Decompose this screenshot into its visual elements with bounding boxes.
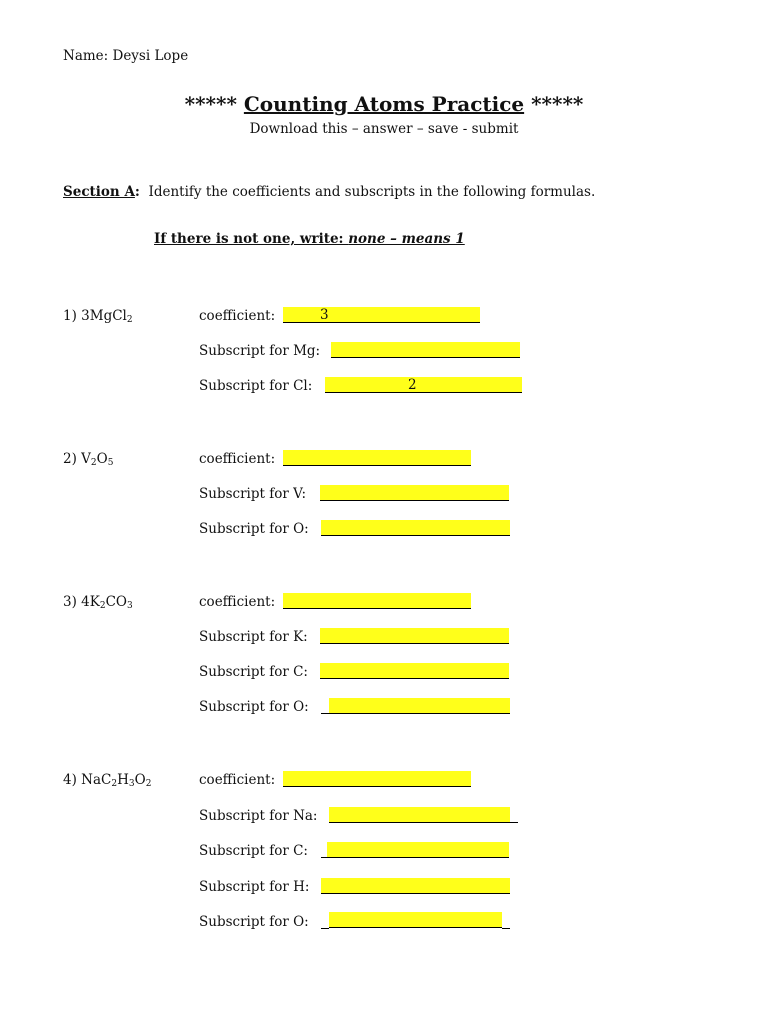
underline-tail — [510, 807, 518, 823]
answer-field[interactable] — [283, 307, 480, 323]
answer-field[interactable] — [321, 520, 510, 536]
problem-number: 4) — [63, 772, 77, 788]
problem-3-formula — [63, 594, 133, 611]
answer-field[interactable] — [320, 663, 509, 679]
subscript-label: Subscript for C: — [199, 664, 308, 680]
problem-number: 3) — [63, 594, 77, 610]
formula-subscript: 2 — [126, 315, 133, 325]
formula-subscript: 2 — [111, 779, 118, 789]
section-a-instructions: Identify the coefficients and subscripts in the following formulas. — [148, 184, 596, 200]
coefficient-label: coefficient: — [199, 308, 276, 324]
formula-subscript: 5 — [107, 458, 114, 468]
problem-2-formula — [63, 451, 113, 468]
formula-part: NaC — [81, 772, 112, 788]
formula-part: CO — [105, 594, 127, 610]
student-name: Name: Deysi Lope — [63, 48, 189, 64]
title-stars-right: ***** — [531, 92, 584, 116]
subscript-label: Subscript for O: — [199, 699, 309, 715]
formula-subscript: 2 — [145, 779, 152, 789]
note-prefix: If there is not one, write: — [154, 231, 349, 247]
formula-subscript: 2 — [90, 458, 97, 468]
formula-part: H — [117, 772, 129, 788]
formula-part: 4K — [81, 594, 100, 610]
formula-subscript: 2 — [99, 601, 106, 611]
answer-field[interactable] — [283, 450, 471, 466]
coefficient-label: coefficient: — [199, 772, 276, 788]
formula-part: 3MgCl — [81, 308, 127, 324]
subscript-label: Subscript for Na: — [199, 808, 318, 824]
answer-field[interactable] — [321, 878, 510, 894]
answer-field[interactable] — [325, 377, 522, 393]
answer-value: 2 — [408, 377, 417, 393]
problem-1-formula — [63, 308, 133, 325]
section-a-label: Section A — [63, 184, 135, 200]
formula-subscript: 3 — [126, 601, 133, 611]
answer-field[interactable] — [327, 842, 509, 858]
answer-field[interactable] — [329, 698, 510, 714]
formula-part: O — [96, 451, 108, 467]
title-text: Counting Atoms Practice — [243, 92, 525, 116]
subscript-label: Subscript for V: — [199, 486, 307, 502]
problem-number: 1) — [63, 308, 77, 324]
subscript-label: Subscript for H: — [199, 879, 310, 895]
subscript-label: Subscript for O: — [199, 914, 309, 930]
problem-number: 2) — [63, 451, 77, 467]
section-a-colon: : — [134, 184, 140, 200]
problem-4-formula — [63, 772, 151, 789]
answer-field[interactable] — [329, 912, 502, 928]
answer-field[interactable] — [283, 771, 471, 787]
subscript-label: Subscript for K: — [199, 629, 308, 645]
formula-part: V — [81, 451, 91, 467]
note-emphasis: none – means 1 — [348, 231, 465, 247]
subscript-label: Subscript for C: — [199, 843, 308, 859]
answer-field[interactable] — [320, 485, 509, 501]
formula-subscript: 3 — [128, 779, 135, 789]
subscript-label: Subscript for Cl: — [199, 378, 313, 394]
underline-tail — [502, 913, 510, 929]
instruction-note — [154, 231, 465, 247]
answer-value: 3 — [320, 307, 329, 323]
page-title — [0, 92, 768, 116]
answer-field[interactable] — [320, 628, 509, 644]
subscript-label: Subscript for O: — [199, 521, 309, 537]
section-a-heading — [63, 184, 595, 200]
answer-field[interactable] — [283, 593, 471, 609]
coefficient-label: coefficient: — [199, 451, 276, 467]
underline-lead — [321, 913, 329, 929]
subscript-label: Subscript for Mg: — [199, 343, 321, 359]
title-stars-left: ***** — [184, 92, 237, 116]
coefficient-label: coefficient: — [199, 594, 276, 610]
answer-field[interactable] — [329, 807, 510, 823]
subtitle: Download this – answer – save - submit — [249, 121, 519, 137]
underline-lead — [321, 698, 329, 714]
answer-field[interactable] — [331, 342, 520, 358]
formula-part: O — [134, 772, 146, 788]
